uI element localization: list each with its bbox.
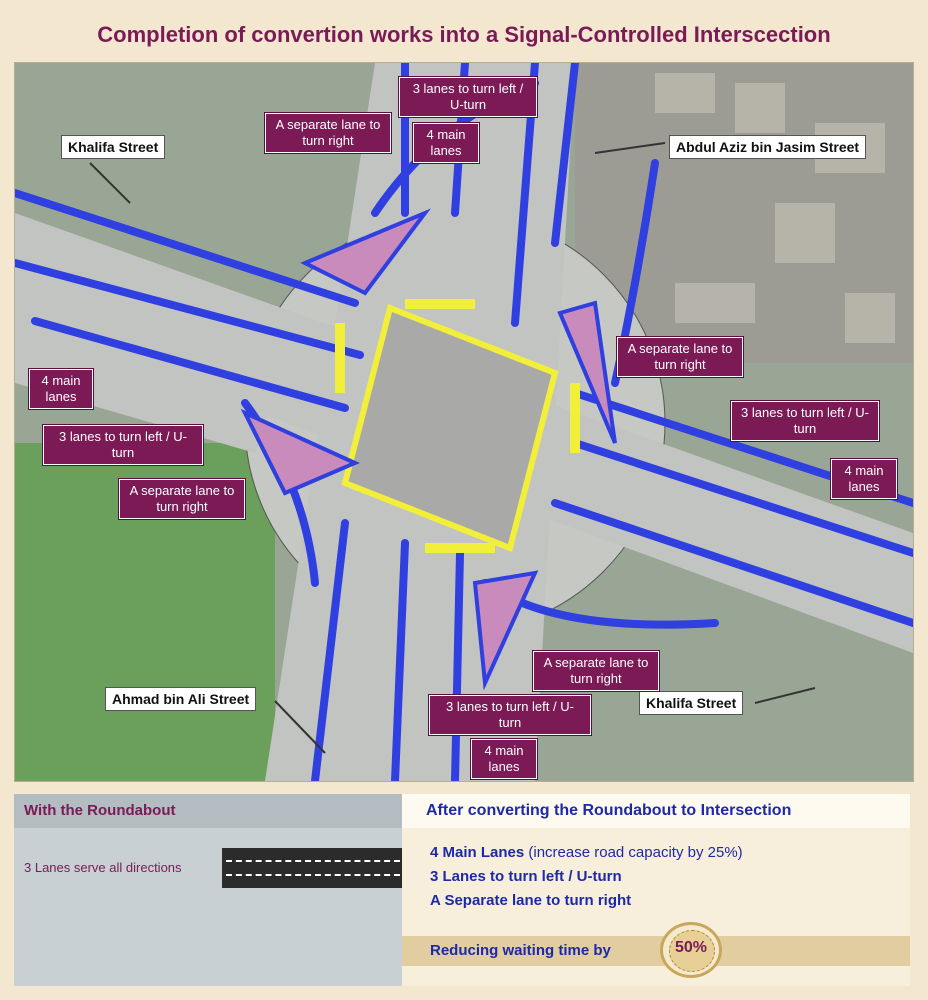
street-label-khalifa-bottom: Khalifa Street bbox=[639, 691, 743, 715]
waiting-time-bar bbox=[402, 936, 910, 966]
waiting-time-value: 50% bbox=[674, 939, 708, 956]
callout-east-right-turn: A separate lane to turn right bbox=[617, 337, 743, 377]
intersection-panel bbox=[402, 794, 910, 986]
street-label-ahmad: Ahmad bin Ali Street bbox=[105, 687, 256, 711]
callout-north-main: 4 main lanes bbox=[413, 123, 479, 163]
road-lanes-graphic bbox=[222, 848, 404, 888]
callout-north-left-turn: 3 lanes to turn left / U-turn bbox=[399, 77, 537, 117]
street-label-abdul-aziz: Abdul Aziz bin Jasim Street bbox=[669, 135, 866, 159]
intersection-header: After converting the Roundabout to Intersection bbox=[402, 794, 910, 828]
feature-main-lanes bbox=[430, 844, 743, 861]
waiting-time-text: Reducing waiting time by bbox=[430, 942, 611, 959]
roundabout-lanes-label: 3 Lanes serve all directions bbox=[24, 860, 182, 875]
street-label-khalifa-top: Khalifa Street bbox=[61, 135, 165, 159]
callout-south-right-turn: A separate lane to turn right bbox=[533, 651, 659, 691]
feature-main-lanes-label: 4 Main Lanes bbox=[430, 844, 525, 861]
callout-north-right-turn: A separate lane to turn right bbox=[265, 113, 391, 153]
roundabout-panel bbox=[14, 794, 404, 986]
intersection-map bbox=[14, 62, 914, 782]
callout-west-right-turn: A separate lane to turn right bbox=[119, 479, 245, 519]
feature-right-turn: A Separate lane to turn right bbox=[430, 892, 632, 909]
page-title: Completion of convertion works into a Signal-Controlled Interscection bbox=[97, 22, 831, 47]
callout-south-main: 4 main lanes bbox=[471, 739, 537, 779]
feature-left-turn: 3 Lanes to turn left / U-turn bbox=[430, 868, 622, 885]
callout-south-left-turn: 3 lanes to turn left / U-turn bbox=[429, 695, 591, 735]
callout-west-left-turn: 3 lanes to turn left / U-turn bbox=[43, 425, 203, 465]
callout-east-left-turn: 3 lanes to turn left / U-turn bbox=[731, 401, 879, 441]
clock-badge-icon bbox=[660, 922, 722, 978]
callout-west-main: 4 main lanes bbox=[29, 369, 93, 409]
roundabout-header: With the Roundabout bbox=[14, 794, 404, 828]
callout-east-main: 4 main lanes bbox=[831, 459, 897, 499]
feature-main-lanes-note: (increase road capacity by 25%) bbox=[528, 844, 743, 861]
